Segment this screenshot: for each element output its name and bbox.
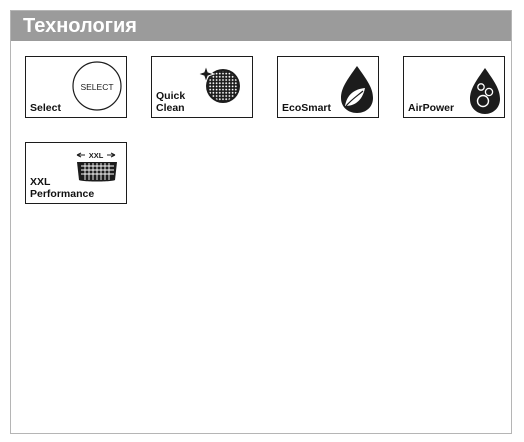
feature-tile-quick-clean [151,56,253,118]
feature-tile-select [25,56,127,118]
feature-label [30,176,94,200]
feature-label: Select [30,102,61,114]
feature-tile-airpower [403,56,505,118]
feature-tile-ecosmart [277,56,379,118]
feature-label-line1: Quick [156,90,186,102]
feature-label [156,90,185,114]
select-dial-text: SELECT [79,81,114,92]
panel-header [11,11,511,41]
technology-panel [10,10,512,434]
feature-label-line2: Clean [156,102,185,114]
feature-label-line1: XXL [30,176,51,188]
feature-label: AirPower [408,102,455,114]
feature-tile-xxl-performance [25,142,127,204]
feature-label: EcoSmart [282,102,332,114]
xxl-width-text: XXL [88,150,103,160]
feature-label-line2: Performance [30,188,95,200]
panel-title: Технология [23,15,137,37]
